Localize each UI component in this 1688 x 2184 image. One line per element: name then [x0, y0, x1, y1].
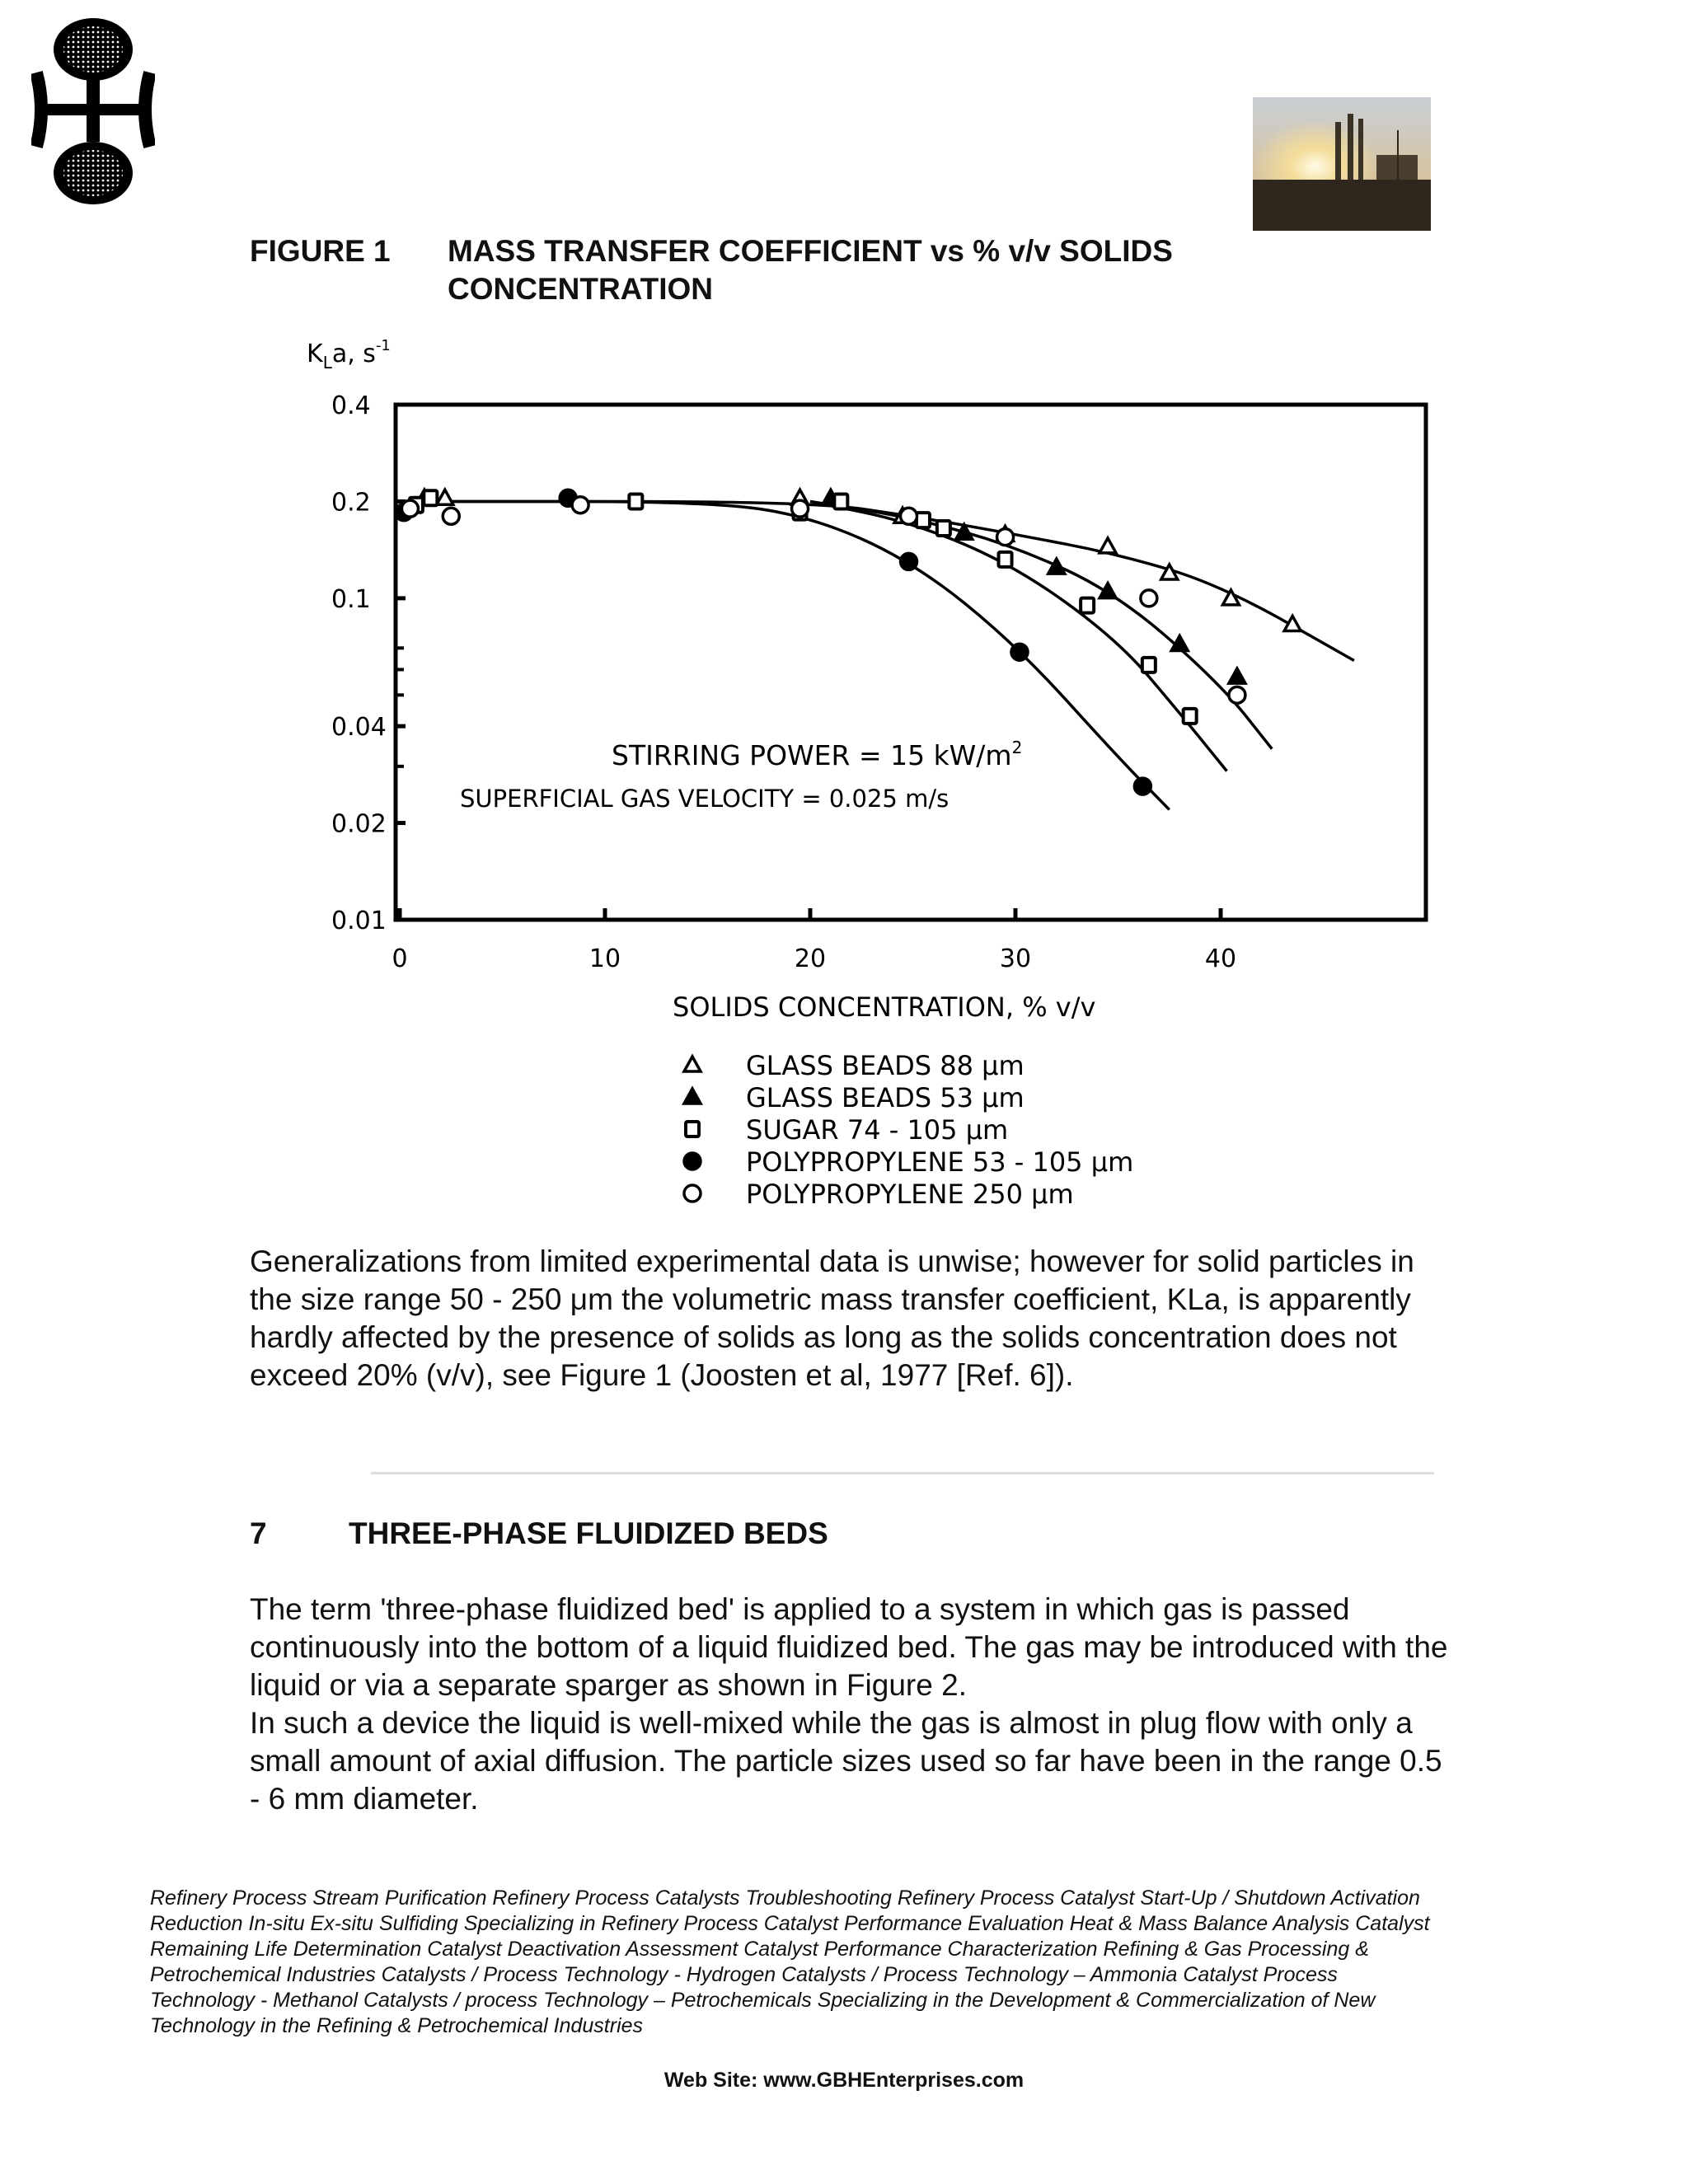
plot-frame — [396, 405, 1426, 920]
legend-label: SUGAR 74 - 105 μm — [746, 1114, 1009, 1146]
data-point — [1134, 778, 1151, 794]
paragraph-generalizations: Generalizations from limited experimental data is unwise; however for solid particles in the size range 50 - 250 μm the volumetric mass transfer coefficient, KLa, is apparently hardly affected by the presence of solids as long as the solids concentration does not exceed 20% (v/v), see Figure 1 (Joosten et al, 1977 [Ref. 6]). — [250, 1244, 1414, 1392]
data-point — [1229, 687, 1245, 703]
kla-chart — [280, 326, 1451, 1224]
divider — [371, 1472, 1434, 1474]
annotation-gas-velocity: SUPERFICIAL GAS VELOCITY = 0.025 m/s — [460, 785, 950, 813]
data-point — [401, 500, 418, 517]
y-tick-label: 0.2 — [331, 488, 371, 518]
x-axis-label: SOLIDS CONCENTRATION, % v/v — [673, 991, 1096, 1023]
data-point — [917, 513, 930, 527]
data-point — [834, 494, 847, 509]
data-point — [901, 553, 917, 569]
x-tick-label: 0 — [392, 944, 408, 973]
data-point — [997, 529, 1014, 546]
refinery-photo — [1253, 97, 1431, 231]
x-tick-label: 10 — [588, 944, 621, 973]
data-point — [901, 508, 917, 524]
data-point — [1100, 583, 1116, 598]
legend-label: POLYPROPYLENE 53 - 105 μm — [746, 1146, 1134, 1178]
legend-marker — [684, 1153, 701, 1169]
y-axis-label: $K_La$, $s^{-1}$ — [307, 337, 391, 373]
gbh-logo-icon — [31, 15, 155, 209]
website-link[interactable]: Web Site: www.GBHEnterprises.com — [663, 2069, 1025, 2092]
data-point — [437, 490, 453, 504]
x-tick-label: 30 — [999, 944, 1032, 973]
figure-number: FIGURE 1 — [250, 234, 391, 268]
data-point — [1171, 636, 1188, 651]
y-tick-label: 0.04 — [331, 713, 387, 743]
data-point — [1048, 559, 1065, 574]
data-point — [629, 494, 642, 509]
data-point — [1011, 644, 1028, 660]
data-point — [1141, 590, 1157, 607]
data-point — [572, 497, 588, 513]
data-point — [1100, 538, 1116, 553]
data-point — [999, 552, 1012, 567]
y-tick-label: 0.1 — [331, 584, 371, 614]
y-tick-label: 0.4 — [331, 391, 371, 420]
data-point — [1229, 668, 1245, 683]
x-tick-label: 20 — [794, 944, 827, 973]
legend-label: GLASS BEADS 53 μm — [746, 1082, 1025, 1113]
footer-text: Refinery Process Stream Purification Refinery Process Catalysts Troubleshooting Refinery Process Catalyst Start-Up / Shutdown Activation Reduction In-situ Ex-situ Sulfiding Specializing in Refinery Process Catalyst Performance Evaluation Heat & Mass Balance Analysis Catalyst Remaining Life Determination Catalyst Deactivation Assessment Catalyst Performance Characterization Refining & Gas Processing & Petrochemical Industries Catalysts / Process Technology - Hydrogen Catalysts / Process Technology – Ammonia Catalyst Process Technology - Methanol Catalysts / process Technology – Petrochemicals Specializing in the Development & Commercialization of New Technology in the Refining & Petrochemical Industries — [150, 1886, 1430, 2037]
figure-title: MASS TRANSFER COEFFICIENT vs % v/v SOLIDS CONCENTRATION — [448, 234, 1173, 306]
annotation-stirring-power: STIRRING POWER = 15 $kW/m^2$ — [612, 738, 1023, 771]
legend-marker — [684, 1057, 701, 1071]
y-tick-label: 0.02 — [331, 809, 387, 839]
fit-curve — [420, 501, 1354, 660]
data-point — [424, 490, 437, 505]
section-title: THREE-PHASE FLUIDIZED BEDS — [349, 1516, 828, 1550]
legend-marker — [684, 1185, 701, 1202]
data-point — [1081, 598, 1094, 613]
legend-marker — [686, 1122, 699, 1137]
y-tick-label: 0.01 — [331, 907, 387, 935]
data-point — [1142, 658, 1156, 673]
data-point — [937, 521, 950, 536]
legend-marker — [684, 1089, 701, 1104]
x-tick-label: 40 — [1204, 944, 1237, 973]
section-number: 7 — [250, 1516, 267, 1550]
data-point — [443, 508, 459, 524]
paragraph-device-description: In such a device the liquid is well-mixed while the gas is almost in plug flow with only a small amount of axial diffusion. The particle sizes used so far have been in the range 0.5 - 6 mm diameter. — [250, 1706, 1442, 1816]
paragraph-three-phase-definition: The term 'three-phase fluidized bed' is applied to a system in which gas is passed continuously into the bottom of a liquid fluidized bed. The gas may be introduced with the liquid or via a separate sparger as shown in Figure 2. — [250, 1592, 1448, 1702]
data-point — [1184, 709, 1197, 724]
data-point — [792, 500, 809, 517]
legend-label: POLYPROPYLENE 250 μm — [746, 1179, 1074, 1210]
data-point — [1284, 616, 1301, 630]
legend-label: GLASS BEADS 88 μm — [746, 1050, 1025, 1081]
